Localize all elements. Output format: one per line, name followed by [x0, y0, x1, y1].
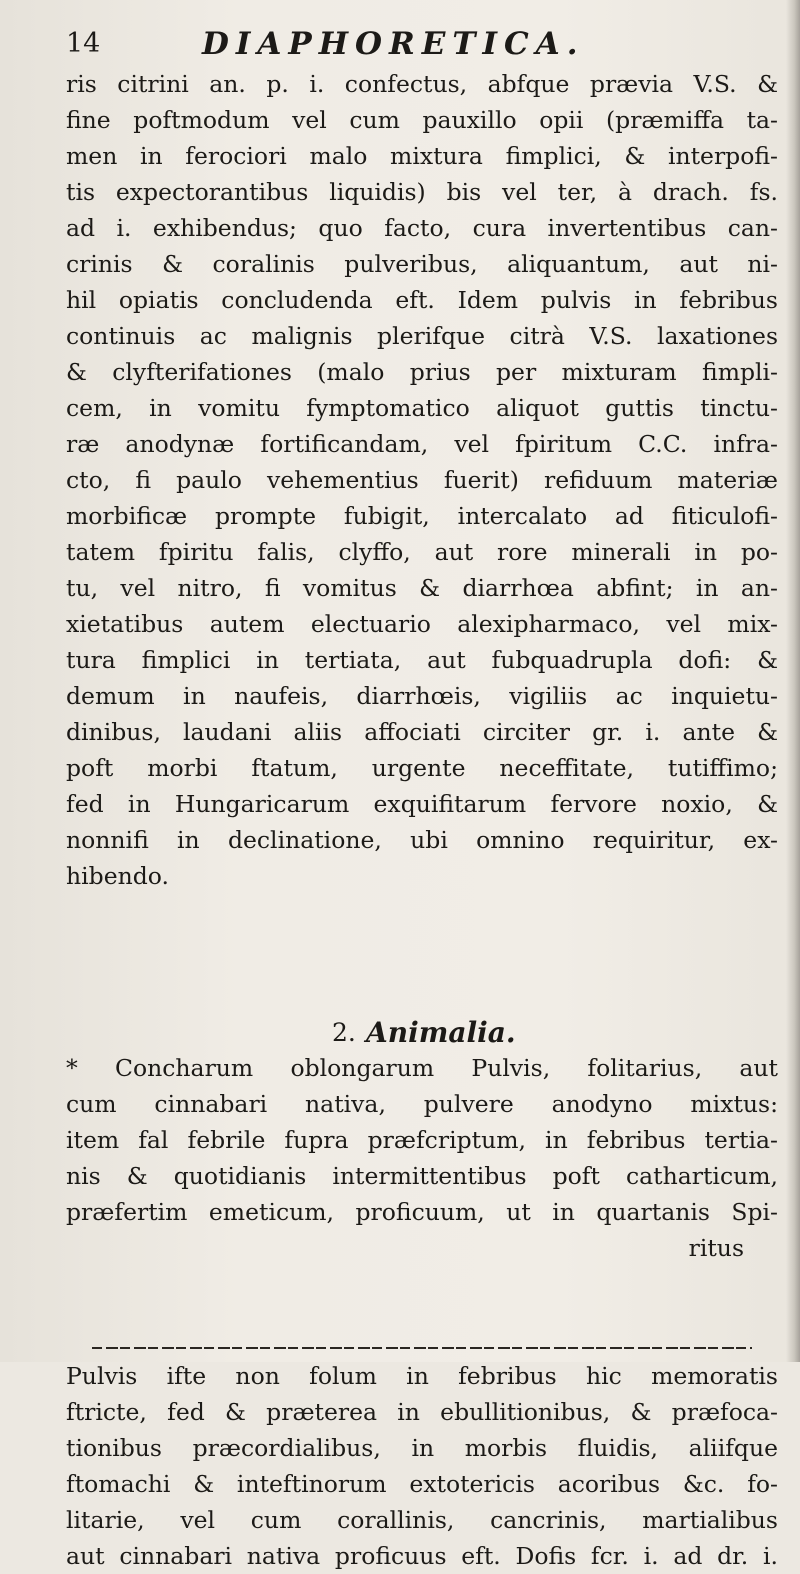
- text-line: ftomachi & inteftinorum extotericis acoribus &c. fo-: [66, 1470, 778, 1498]
- running-title: DIAPHORETICA.: [202, 26, 585, 62]
- text-line: poft morbi ftatum, urgente neceffitate, tutiffimo;: [66, 754, 778, 782]
- section-number: 2.: [332, 1018, 356, 1047]
- text-line: cem, in vomitu fymptomatico aliquot guttis tinctu-: [66, 394, 778, 422]
- paragraph-opening: [66, 66, 778, 894]
- text-line: præfertim emeticum, proficuum, ut in quartanis Spi-: [66, 1198, 778, 1226]
- text-line: xietatibus autem electuario alexipharmaco, vel mix-: [66, 610, 778, 638]
- text-line: fed in Hungaricarum exquifitarum fervore noxio, &: [66, 790, 778, 818]
- page-edge-shadow: [786, 0, 800, 1362]
- text-line: hil opiatis concludenda eft. Idem pulvis in febribus: [66, 286, 778, 314]
- text-line: & clyfterifationes (malo prius per mixturam fimpli-: [66, 358, 778, 386]
- text-line: tura fimplici in tertiata, aut fubquadrupla dofi: &: [66, 646, 778, 674]
- paragraph-concharum: [66, 1050, 778, 1266]
- text-line: aut cinnabari nativa proficuus eft. Dofis fcr. i. ad dr. i.: [66, 1542, 778, 1570]
- text-line: continuis ac malignis plerifque citrà V.S. laxationes: [66, 322, 778, 350]
- catchword: ritus: [688, 1234, 744, 1262]
- text-line: crinis & coralinis pulveribus, aliquantum, aut ni-: [66, 250, 778, 278]
- text-line: ftricte, fed & præterea in ebullitionibus, & præfoca-: [66, 1398, 778, 1426]
- text-line: ræ anodynæ fortificandam, vel fpiritum C.C. infra-: [66, 430, 778, 458]
- text-line: ad i. exhibendus; quo facto, cura invertentibus can-: [66, 214, 778, 242]
- text-line: ris citrini an. p. i. confectus, abfque prævia V.S. &: [66, 70, 778, 98]
- text-line: hibendo.: [66, 862, 169, 890]
- page-header: [66, 22, 766, 72]
- paragraph-footnote: [66, 1358, 778, 1574]
- text-line: cto, fi paulo vehementius fuerit) refiduum materiæ: [66, 466, 778, 494]
- text-line: fine poftmodum vel cum pauxillo opii (præmiffa ta-: [66, 106, 778, 134]
- text-line: nis & quotidianis intermittentibus poft catharticum,: [66, 1162, 778, 1190]
- text-line: tatem fpiritu falis, clyffo, aut rore minerali in po-: [66, 538, 778, 566]
- text-line: litarie, vel cum corallinis, cancrinis, martialibus: [66, 1506, 778, 1534]
- footnote-rule: [92, 1347, 752, 1349]
- text-line: cum cinnabari nativa, pulvere anodyno mixtus:: [66, 1090, 778, 1118]
- text-line: morbificæ prompte fubigit, intercalato ad fiticulofi-: [66, 502, 778, 530]
- section-title: Animalia.: [366, 1016, 516, 1049]
- page-number: 14: [66, 28, 101, 59]
- text-line: * Concharum oblongarum Pulvis, folitarius, aut: [66, 1054, 778, 1082]
- text-line: tionibus præcordialibus, in morbis fluidis, aliifque: [66, 1434, 778, 1462]
- section-heading: [66, 1013, 778, 1053]
- text-line: demum in naufeis, diarrhœis, vigiliis ac inquietu-: [66, 682, 778, 710]
- text-line: dinibus, laudani aliis affociati circiter gr. i. ante &: [66, 718, 778, 746]
- text-line: item fal febrile fupra præfcriptum, in febribus tertia-: [66, 1126, 778, 1154]
- text-line: tis expectorantibus liquidis) bis vel ter, à drach. fs.: [66, 178, 778, 206]
- text-line: tu, vel nitro, fi vomitus & diarrhœa abfint; in an-: [66, 574, 778, 602]
- text-line: nonnifi in declinatione, ubi omnino requiritur, ex-: [66, 826, 778, 854]
- text-line: men in ferociori malo mixtura fimplici, & interpofi-: [66, 142, 778, 170]
- text-line: Pulvis ifte non folum in febribus hic memoratis: [66, 1362, 778, 1390]
